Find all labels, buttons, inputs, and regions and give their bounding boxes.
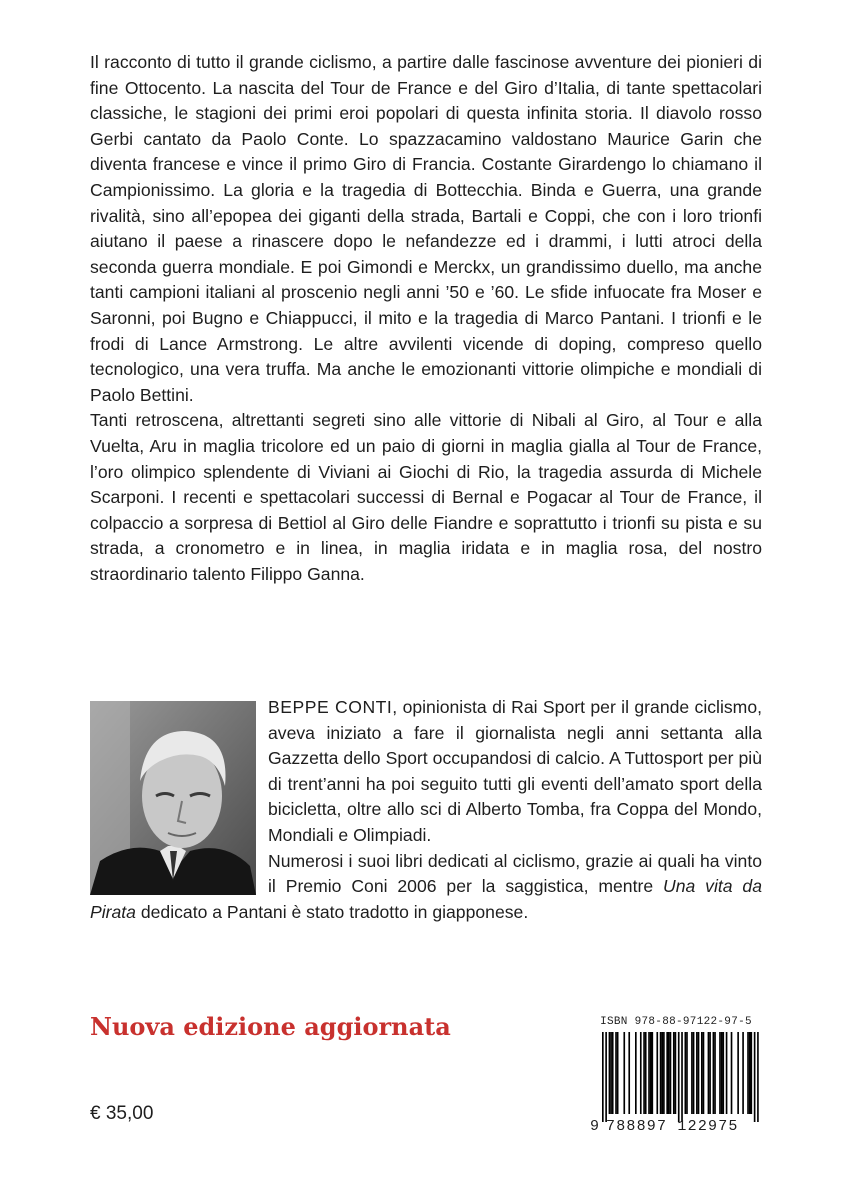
- barcode-bar: [628, 1032, 630, 1114]
- barcode-bar: [737, 1032, 739, 1114]
- barcode-bar: [747, 1032, 749, 1114]
- barcode-bar: [757, 1032, 759, 1122]
- barcode-bars: [594, 1032, 760, 1122]
- barcode-bar: [640, 1032, 642, 1114]
- barcode-bar: [609, 1032, 611, 1114]
- barcode-bar: [731, 1032, 733, 1114]
- barcode-bar: [685, 1032, 687, 1114]
- barcode-bar: [686, 1032, 688, 1114]
- barcode-bar: [703, 1032, 705, 1114]
- barcode-bar: [615, 1032, 617, 1114]
- barcode-bar: [663, 1032, 665, 1114]
- barcode-bar: [701, 1032, 703, 1114]
- barcode-bar: [719, 1032, 721, 1114]
- book-title: Una vita da Pirata: [90, 876, 763, 922]
- barcode-bar: [666, 1032, 668, 1114]
- barcode-bar: [714, 1032, 716, 1114]
- barcode-bar: [668, 1032, 670, 1114]
- barcode-bar: [721, 1032, 723, 1114]
- barcode-bar: [675, 1032, 677, 1114]
- author-photo: [90, 701, 256, 895]
- barcode-bar: [681, 1032, 683, 1122]
- isbn-barcode: [590, 1016, 762, 1138]
- author-bio-text: , opinionista di Rai Sport per il grande ciclismo, aveva iniziato a fare il giornalista negli anni settanta alla Gazzetta dello Sport occupandosi di calcio. A Tuttosport per più di trent’anni ha poi seguito tutti gli eventi dell’amato sport della bicicletta, oltre allo sci di Alberto Tomba, fra Coppa del Mondo, Mondiali e Olimpiadi.: [268, 697, 763, 845]
- barcode-bar: [648, 1032, 650, 1114]
- barcode-bar: [673, 1032, 675, 1114]
- barcode-bar: [605, 1032, 607, 1122]
- barcode-bar: [660, 1032, 662, 1114]
- barcode-bar: [742, 1032, 744, 1114]
- barcode-bar: [617, 1032, 619, 1114]
- barcode-bar: [726, 1032, 728, 1114]
- barcode-bar: [645, 1032, 647, 1114]
- barcode-bar: [749, 1032, 751, 1114]
- price-label: € 35,00: [90, 1103, 154, 1124]
- author-name: BEPPE CONTI: [268, 697, 393, 717]
- barcode-bar: [610, 1032, 612, 1114]
- barcode-bar: [661, 1032, 663, 1114]
- barcode-bar: [643, 1032, 645, 1114]
- barcode-bar: [635, 1032, 637, 1114]
- barcode-bar: [652, 1032, 654, 1114]
- author-books-text: Numerosi i suoi libri dedicati al ciclismo, grazie ai quali ha vinto il Premio Coni 2006 per la saggistica, mentre: [268, 850, 762, 897]
- ean-remaining-digits: 788897 122975: [606, 1118, 739, 1135]
- barcode-bar: [693, 1032, 695, 1114]
- barcode-bar: [754, 1032, 756, 1122]
- back-cover-blurb: [90, 50, 762, 587]
- blurb-paragraph-1: Il racconto di tutto il grande ciclismo, a partire dalle fascinose avventure dei pionieri di fine Ottocento. La nascita del Tour de France e del Giro d’Italia, di tante spettacolari classiche, le stagioni dei primi eroi popolari di questa infinita storia. Il diavolo rosso Gerbi cantato da Paolo Conte. Lo spazzacamino valdostano Maurice Garin che diventa francese e vince il primo Giro di Francia. Costante Girardengo lo chiamano il Campionissimo. La gloria e la tragedia di Bottecchia. Binda e Guerra, una grande rivalità, sino all’epopea dei giganti della strada, Bartali e Coppi, che con i loro trionfi aiutano il paese a rinascere dopo le nefandezze ed i drammi, i lutti atroci della seconda guerra mondiale. E poi Gimondi e Merckx, un grandissimo duello, ma anche tanti campioni italiani al proscenio negli anni ’50 e ’60. Le sfide infuocate fra Moser e Saronni, poi Bugno e Chiappucci, il mito e la tragedia di Marco Pantani. I trionfi e le frodi di Lance Armstrong. Le altre avvilenti vicende di doping, compreso quello tecnologico, una vera truffa. Ma anche le emozionanti vittorie olimpiche e mondiali di Paolo Bettini.: [90, 52, 762, 405]
- barcode-bar: [698, 1032, 700, 1114]
- barcode-bar: [713, 1032, 715, 1114]
- barcode-bar: [709, 1032, 711, 1114]
- barcode-bar: [623, 1032, 625, 1114]
- edition-label: Nuova edizione aggiornata: [90, 1012, 451, 1041]
- barcode-bar: [696, 1032, 698, 1114]
- author-bio: [90, 695, 762, 925]
- barcode-bar: [670, 1032, 672, 1114]
- barcode-bar: [602, 1032, 604, 1122]
- barcode-bar: [751, 1032, 753, 1114]
- barcode-bar: [708, 1032, 710, 1114]
- ean-lead-digit: 9: [590, 1118, 600, 1135]
- barcode-bar: [678, 1032, 680, 1122]
- barcode-bar: [650, 1032, 652, 1114]
- barcode-bar: [612, 1032, 614, 1114]
- blurb-paragraph-2: Tanti retroscena, altrettanti segreti sino alle vittorie di Nibali al Giro, al Tour e alla Vuelta, Aru in maglia tricolore ed un paio di giorni in maglia gialla al Tour de France, l’oro olimpico splendente di Viviani ai Giochi di Rio, la tragedia assurda di Michele Scarponi. I recenti e spettacolari successi di Bernal e Pogacar al Tour de France, il colpaccio a sorpresa di Bettiol al Giro delle Fiandre e soprattutto i trionfi su pista e su strada, a cronometro e in linea, in maglia iridata e in maglia rosa, del nostro straordinario talento Filippo Ganna.: [90, 410, 762, 584]
- barcode-bar: [691, 1032, 693, 1114]
- isbn-number: ISBN 978-88-97122-97-5: [600, 1016, 752, 1028]
- author-books-text-end: dedicato a Pantani è stato tradotto in giapponese.: [135, 901, 529, 922]
- barcode-bar: [722, 1032, 724, 1114]
- barcode-bar: [656, 1032, 658, 1114]
